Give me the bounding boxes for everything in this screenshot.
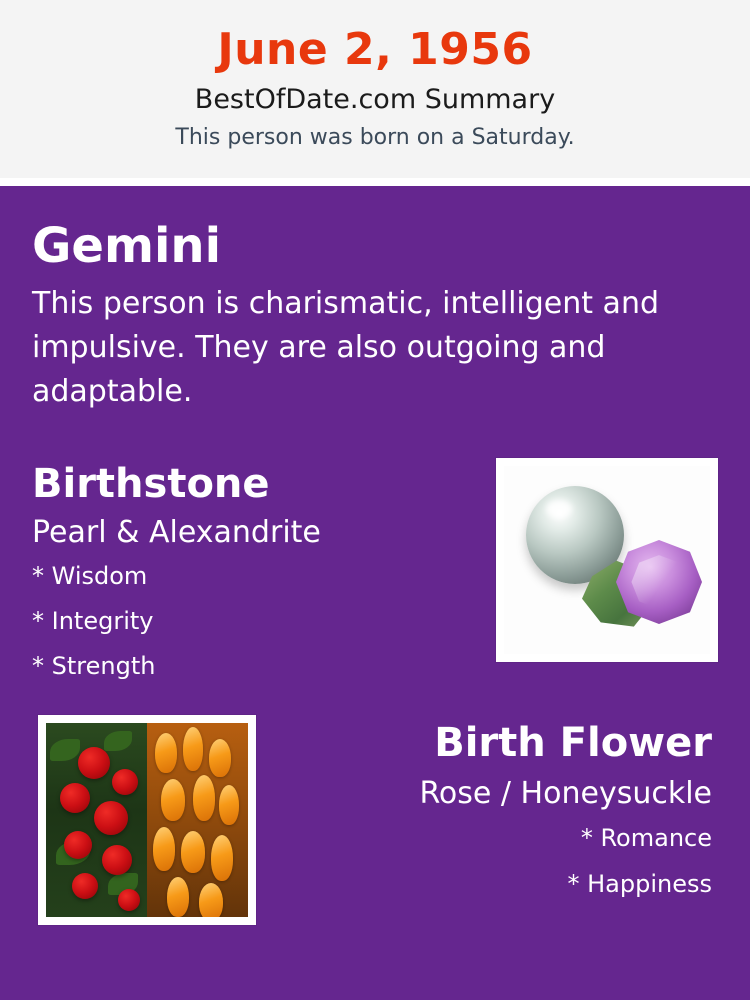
header: [0, 0, 750, 178]
birthstone-section: [32, 458, 718, 689]
birthstone-heading: Birthstone: [32, 461, 270, 507]
roses-icon: [46, 723, 147, 917]
birthstone-trait: * Integrity: [32, 607, 154, 635]
header-divider: [0, 178, 750, 186]
zodiac-description: This person is charismatic, intelligent and impulsive. They are also outgoing and adaptable.: [32, 286, 659, 409]
birthstone-text-block: [32, 458, 472, 689]
birthstone-trait: * Wisdom: [32, 562, 148, 590]
birth-flower-heading: Birth Flower: [434, 720, 712, 766]
honeysuckle-icon: [147, 723, 248, 917]
site-summary-label: BestOfDate.com Summary: [194, 84, 556, 115]
birth-flower-image: [38, 715, 256, 925]
birthstone-trait: * Strength: [32, 652, 156, 680]
alexandrite-gem-icon: [616, 540, 702, 624]
main-content: [0, 186, 750, 1000]
zodiac-sign-name: Gemini: [32, 218, 222, 274]
birth-flower-section: [32, 715, 718, 927]
birth-flower-text-block: [276, 715, 718, 907]
birth-flower-image-canvas: [46, 723, 248, 917]
birthstone-image-canvas: [504, 466, 710, 654]
born-day-text: This person was born on a Saturday.: [175, 125, 575, 150]
birth-flower-names: Rose / Honeysuckle: [419, 776, 712, 811]
birth-flower-trait: * Happiness: [567, 870, 712, 898]
birthstone-image: [496, 458, 718, 662]
page-title: June 2, 1956: [217, 24, 533, 75]
birthstone-names: Pearl & Alexandrite: [32, 515, 321, 550]
birth-flower-trait: * Romance: [580, 824, 712, 852]
